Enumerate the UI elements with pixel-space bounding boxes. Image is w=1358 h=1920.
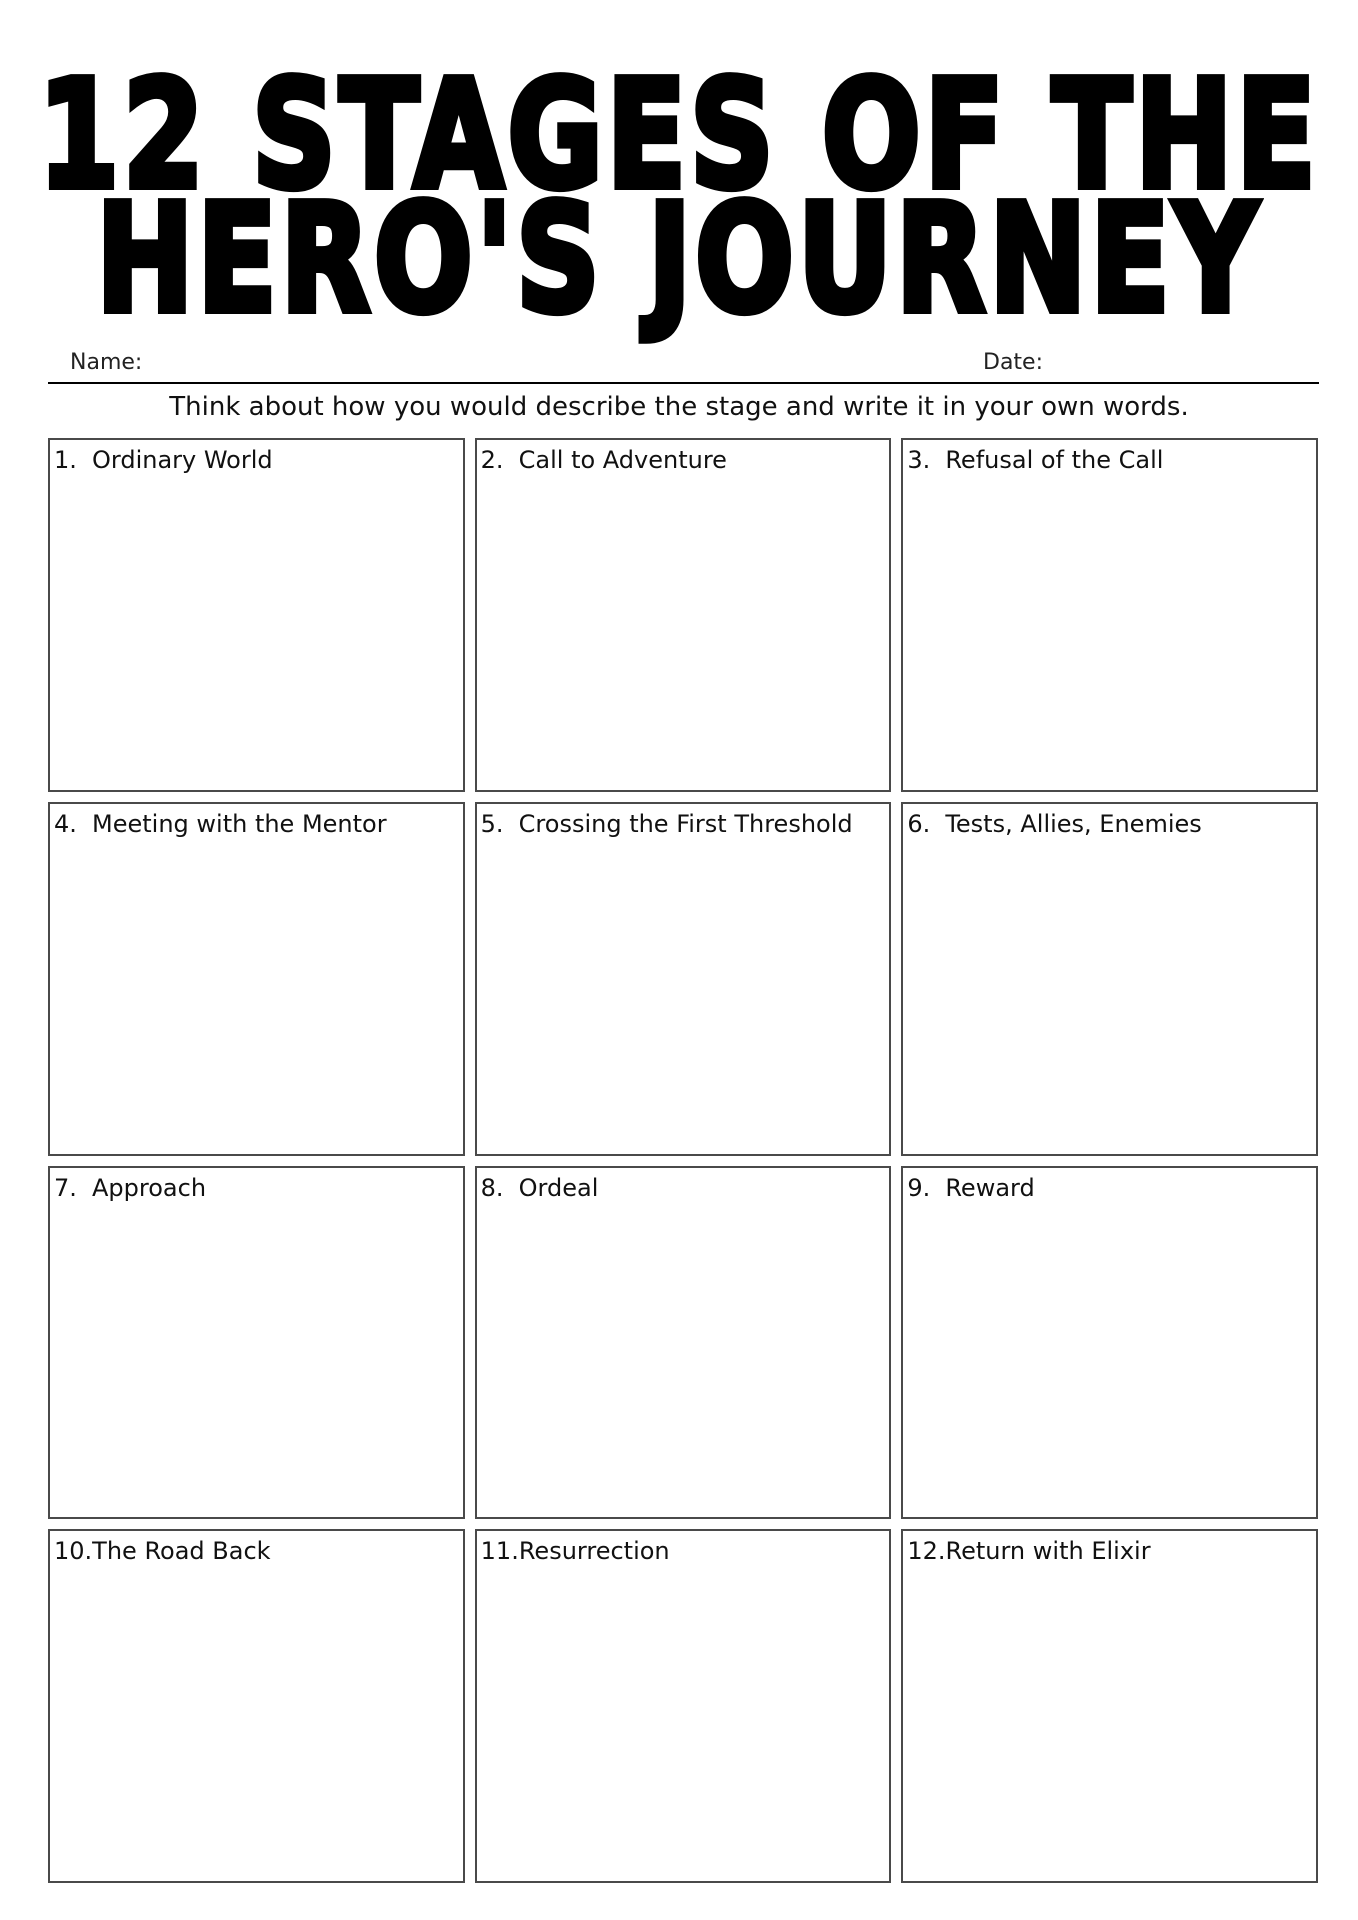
stage-label — [54, 446, 273, 474]
stage-label — [907, 1174, 1034, 1202]
stage-label — [481, 446, 727, 474]
stage-label — [907, 810, 1201, 838]
stage-number: 2. — [480, 446, 504, 474]
stage-box[interactable] — [901, 802, 1318, 1156]
date-field-label[interactable]: Date: — [983, 350, 1043, 375]
stage-box[interactable] — [475, 1166, 892, 1520]
stage-name: Call to Adventure — [518, 446, 727, 474]
stage-number: 6. — [907, 809, 931, 838]
stage-number: 9. — [907, 1173, 931, 1202]
instructions-text: Think about how you would describe the stage and write it in your own words. — [169, 392, 1189, 422]
stage-number: 10. — [54, 1537, 93, 1566]
page-title-line-1: 12 STAGES OF THE — [38, 49, 1320, 223]
stage-box[interactable] — [48, 438, 465, 792]
stage-number: 8. — [480, 1173, 504, 1202]
page-title-line-2: HERO'S JOURNEY — [96, 173, 1262, 346]
stage-name: Approach — [92, 1173, 207, 1202]
stage-label — [54, 1174, 206, 1202]
stage-number: 5. — [480, 809, 504, 838]
stage-name: The Road Back — [92, 1537, 271, 1566]
stage-label — [907, 1537, 1150, 1565]
stage-box[interactable] — [475, 438, 892, 792]
stage-number: 7. — [54, 1173, 77, 1202]
stage-name: Ordinary World — [92, 446, 273, 474]
stage-name: Crossing the First Threshold — [518, 809, 853, 838]
stage-label — [54, 1537, 271, 1565]
stage-number: 3. — [907, 446, 931, 474]
stage-name: Reward — [945, 1173, 1035, 1202]
stage-box[interactable] — [475, 1529, 892, 1883]
stage-name: Return with Elixir — [945, 1537, 1151, 1566]
stage-number: 12. — [907, 1537, 946, 1566]
stage-name: Meeting with the Mentor — [92, 809, 387, 838]
stage-box[interactable] — [901, 1166, 1318, 1520]
name-field-label[interactable]: Name: — [70, 350, 143, 375]
stage-box[interactable] — [48, 802, 465, 1156]
stage-box[interactable] — [48, 1166, 465, 1520]
stage-box[interactable] — [901, 438, 1318, 792]
stage-name: Tests, Allies, Enemies — [945, 809, 1202, 838]
stage-box[interactable] — [48, 1529, 465, 1883]
stage-box[interactable] — [901, 1529, 1318, 1883]
stage-label — [481, 1174, 599, 1202]
stage-label — [481, 810, 853, 838]
name-date-underline — [48, 382, 1319, 384]
stage-label — [54, 810, 387, 838]
stages-grid — [48, 438, 1318, 1883]
stage-number: 4. — [54, 809, 77, 838]
stage-number: 11. — [480, 1537, 519, 1566]
stage-box[interactable] — [475, 802, 892, 1156]
stage-name: Ordeal — [518, 1173, 599, 1202]
stage-name: Resurrection — [518, 1537, 670, 1566]
stage-number: 1. — [54, 446, 77, 474]
stage-name: Refusal of the Call — [945, 446, 1164, 474]
stage-label — [907, 446, 1163, 474]
stage-label — [481, 1537, 670, 1565]
